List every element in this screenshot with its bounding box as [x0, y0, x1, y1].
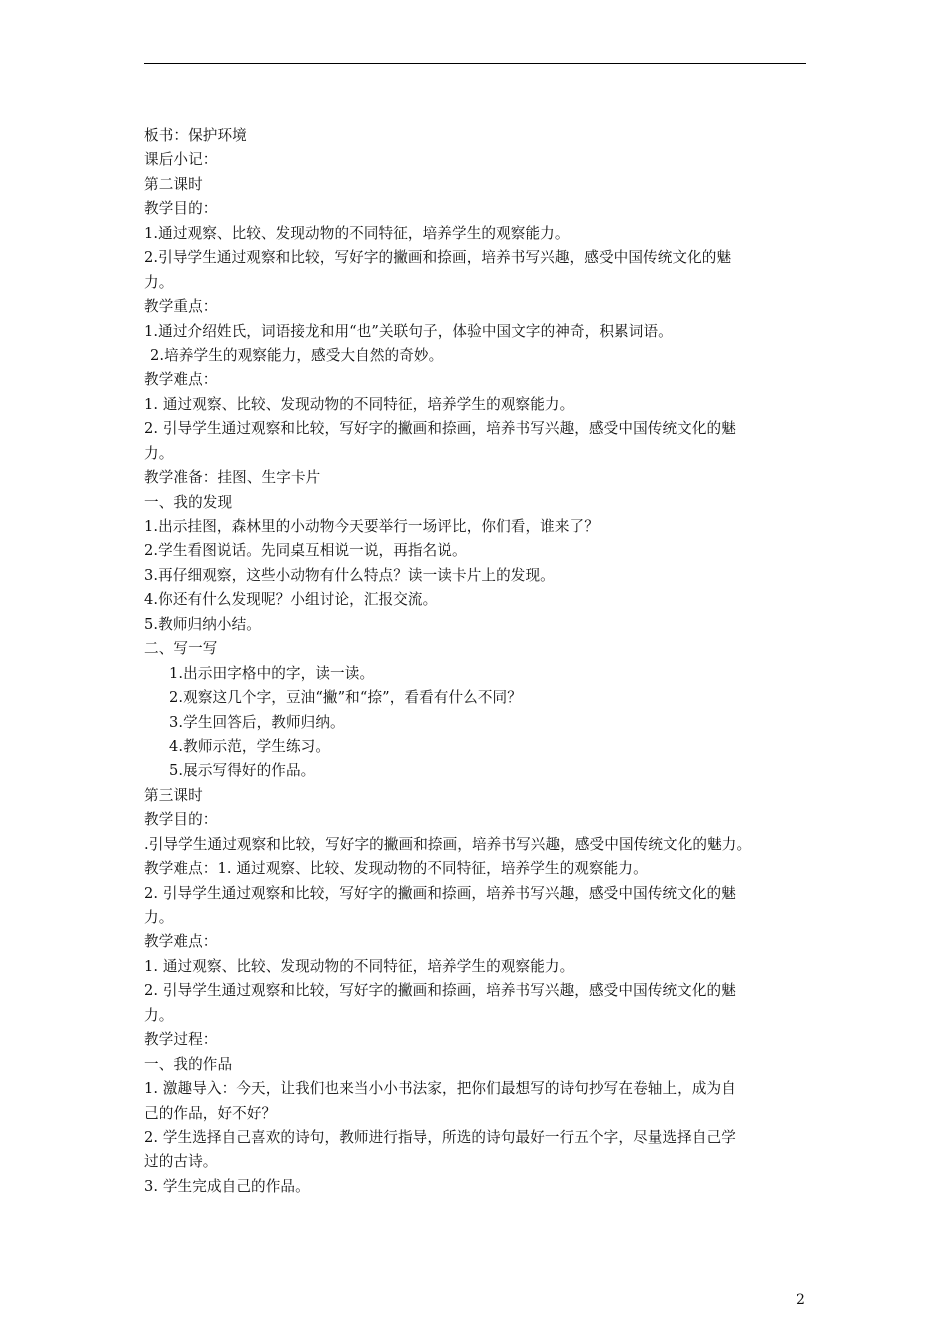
text-line: 1.通过观察、比较、发现动物的不同特征，培养学生的观察能力。 [144, 224, 570, 242]
text-line: 过的古诗。 [144, 1153, 218, 1171]
text-line: 1. 通过观察、比较、发现动物的不同特征，培养学生的观察能力。 [144, 395, 575, 413]
text-line: 5.展示写得好的作品。 [169, 762, 316, 780]
text-line: 1. 通过观察、比较、发现动物的不同特征，培养学生的观察能力。 [144, 957, 575, 975]
text-line: 一、我的发现 [144, 493, 233, 511]
document-body [144, 124, 824, 1199]
text-line: 2. 引导学生通过观察和比较，写好字的撇画和捺画，培养书写兴趣，感受中国传统文化的魅 [144, 420, 736, 438]
text-line: 2.引导学生通过观察和比较，写好字的撇画和捺画，培养书写兴趣，感受中国传统文化的魅 [144, 249, 732, 267]
text-line: 一、我的作品 [144, 1055, 233, 1073]
text-line: 2.培养学生的观察能力，感受大自然的奇妙。 [150, 346, 444, 364]
text-line: 2. 引导学生通过观察和比较，写好字的撇画和捺画，培养书写兴趣，感受中国传统文化的魅 [144, 982, 736, 1000]
text-line: 力。 [144, 273, 174, 291]
text-line: 1.出示田字格中的字，读一读。 [169, 664, 375, 682]
text-line: 教学难点：1. 通过观察、比较、发现动物的不同特征，培养学生的观察能力。 [144, 860, 648, 878]
text-line: 第二课时 [144, 175, 203, 193]
text-line: 1.出示挂图，森林里的小动物今天要举行一场评比，你们看，谁来了？ [144, 518, 599, 535]
text-line: 教学重点： [144, 298, 218, 316]
text-line: 力。 [144, 909, 174, 926]
text-line: 力。 [144, 1006, 174, 1024]
text-line: 力。 [144, 444, 174, 462]
text-line: 2. 引导学生通过观察和比较，写好字的撇画和捺画，培养书写兴趣，感受中国传统文化的魅 [144, 884, 736, 902]
text-line: 课后小记： [144, 151, 218, 169]
text-line: 板书：保护环境 [144, 127, 247, 144]
text-line: 第三课时 [144, 786, 203, 804]
text-line: 1. 激趣导入：今天，让我们也来当小小书法家，把你们最想写的诗句抄写在卷轴上，成为自 [144, 1080, 736, 1098]
text-line: 教学准备：挂图、生字卡片 [144, 469, 321, 487]
text-line: 教学目的： [144, 811, 218, 829]
text-line: 教学过程： [144, 1031, 218, 1049]
text-line: 3.学生回答后，教师归纳。 [169, 713, 345, 731]
text-line: 2.观察这几个字，豆油“撇”和“捺”，看看有什么不同？ [169, 689, 522, 707]
text-line: 教学难点： [144, 933, 218, 951]
text-line: 4.教师示范，学生练习。 [169, 737, 331, 755]
text-line: 4.你还有什么发现呢？小组讨论，汇报交流。 [144, 591, 438, 609]
text-line: 2.学生看图说话。先同桌互相说一说，再指名说。 [144, 542, 467, 560]
text-line: 教学难点： [144, 371, 218, 389]
text-line: 3.再仔细观察，这些小动物有什么特点？读一读卡片上的发现。 [144, 566, 555, 584]
text-line: .引导学生通过观察和比较，写好字的撇画和捺画，培养书写兴趣，感受中国传统文化的魅力。 [144, 835, 752, 853]
text-line: 二、写一写 [144, 640, 218, 658]
text-line: 教学目的： [144, 200, 218, 218]
page-number: 2 [796, 1292, 805, 1308]
text-line: 1.通过介绍姓氏，词语接龙和用“也”关联句子，体验中国文字的神奇，积累词语。 [144, 322, 673, 340]
header-rule [144, 63, 806, 64]
text-line: 5.教师归纳小结。 [144, 615, 261, 633]
text-line: 己的作品，好不好？ [144, 1104, 277, 1122]
text-line: 3. 学生完成自己的作品。 [144, 1177, 310, 1195]
text-line: 2. 学生选择自己喜欢的诗句，教师进行指导，所选的诗句最好一行五个字，尽量选择自己学 [144, 1128, 736, 1146]
